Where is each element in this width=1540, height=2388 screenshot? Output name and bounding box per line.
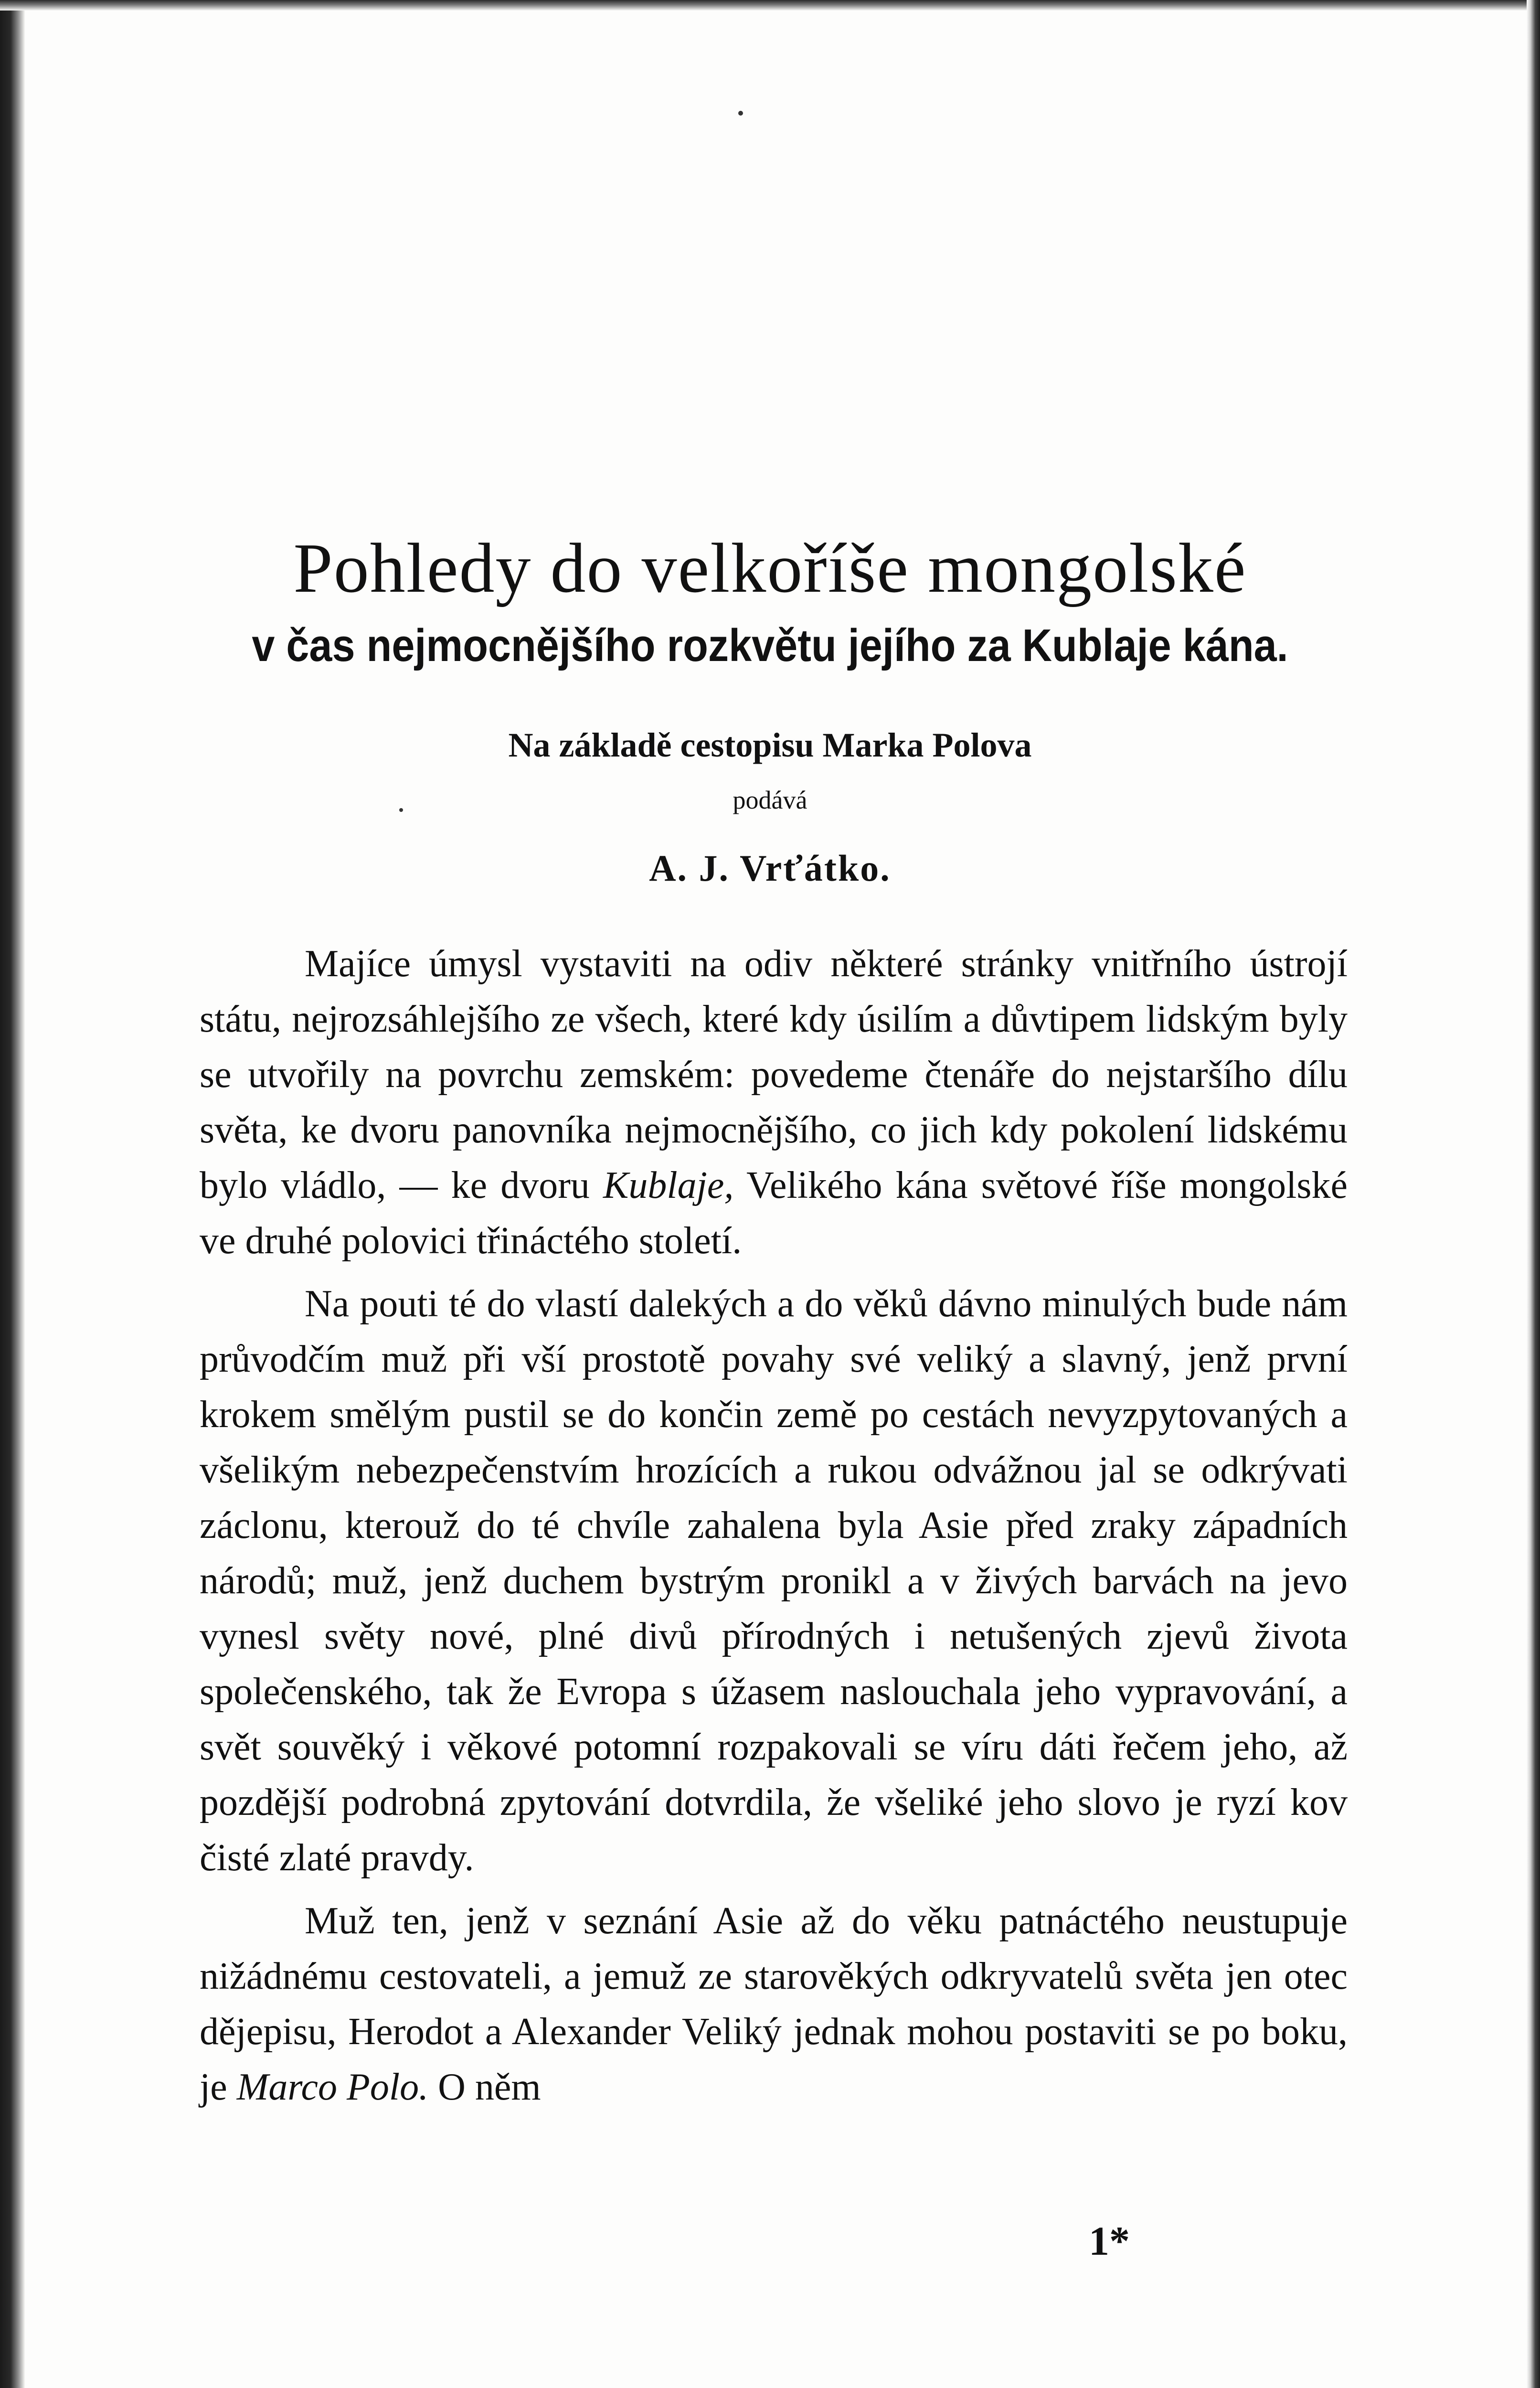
page-title: Pohledy do velkoříše mongolské [293, 529, 1247, 608]
emphasized-name: Marco Polo. [236, 2066, 429, 2108]
page-edge-top [0, 0, 1540, 11]
article-body [200, 936, 1348, 2122]
page-edge-right [1527, 0, 1540, 2388]
source-note: Na základě cestopisu Marka Polova [508, 726, 1032, 764]
paragraph-text: Velikého kána světové říše mongolské ve druhé polovici třináctého století. [200, 1164, 1348, 1262]
paragraph-text: O něm [438, 2066, 541, 2108]
scan-speck [738, 111, 743, 116]
paragraph [200, 1893, 1348, 2115]
paragraph: Na pouti té do vlastí dalekých a do věků dávno minulých bude nám průvodčím muž při vší prostotě povahy své veliký a slavný, jenž první krokem smělým pustil se do končin země po cestách nevyzpytovaných a všelikým nebezpečenstvím hrozících a rukou odvážnou jal se odkrývati záclonu, kterouž do té chvíle zahalena byla Asie před zraky západních národů; muž, jenž duchem bystrým pronikl a v živých barvách na jevo vynesl světy nové, plné divů přírodných i netušených zjevů života společenského, tak že Evropa s úžasem naslouchala jeho vypravování, a svět souvěký i věkové potomní rozpakovali se víru dáti řečem jeho, až pozdější podrobná zpytování dotvrdila, že všeliké jeho slovo je ryzí kov čisté zlaté pravdy. [200, 1283, 1348, 1879]
paragraph-text: Muž ten, jenž v seznání Asie až do věku patnáctého neustupuje nižádnému cestovateli, a jemuž ze starověkých odkryvatelů světa jen otec dějepisu, Herodot a Alexander Veliký jednak mohou postaviti se po boku, je [200, 1900, 1348, 2108]
paragraph-text: Majíce úmysl vystaviti na odiv některé stránky vnitřního ústrojí státu, nejrozsáhlejšího ze všech, které kdy úsilím a důvtipem lidským byly se utvořily na povrchu zemském: povedeme čtenáře do nejstaršího dílu světa, ke dvoru panovníka nejmocnějšího, co jich kdy pokolení lidskému bylo vládlo, — ke dvoru [200, 943, 1348, 1206]
emphasized-name: Kublaje, [603, 1164, 734, 1206]
paragraph [200, 936, 1348, 1269]
page-edge-left [0, 0, 25, 2388]
byline-label: podává [733, 786, 807, 814]
author-name: A. J. Vrťátko. [649, 847, 891, 889]
page-subtitle: v čas nejmocnějšího rozkvětu jejího za Kublaje kána. [252, 620, 1288, 671]
signature-mark: 1* [1089, 2218, 1130, 2264]
